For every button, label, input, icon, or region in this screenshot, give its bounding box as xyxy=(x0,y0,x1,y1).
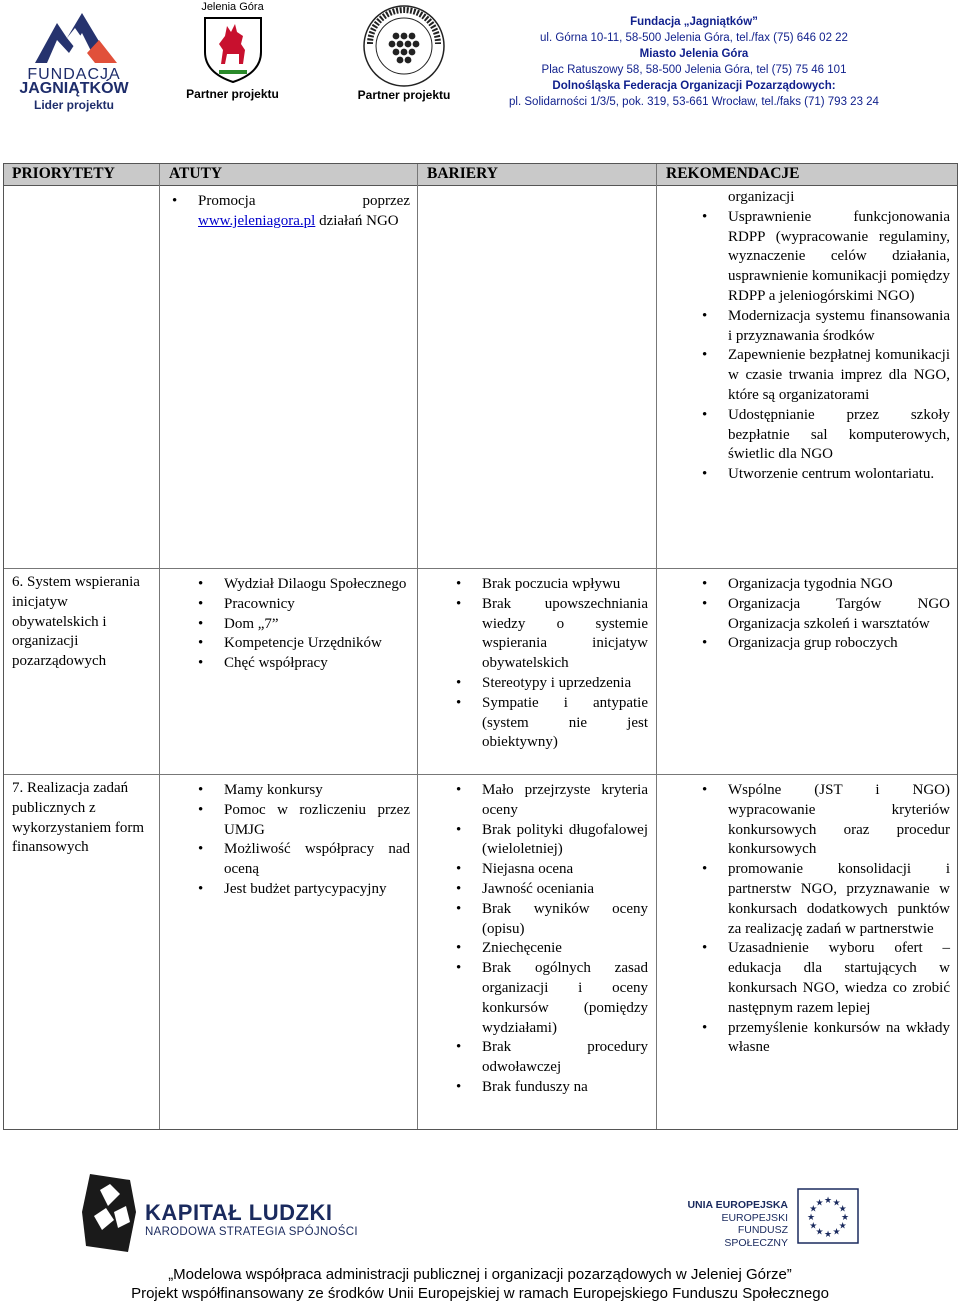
list-item: • Organizacja grup roboczych xyxy=(702,634,950,654)
row7-atuty xyxy=(198,781,410,900)
column-divider xyxy=(159,164,160,1129)
contact-line: Dolnośląska Federacja Organizacji Pozarządowych: xyxy=(552,80,836,92)
contact-line: pl. Solidarności 1/3/5, pok. 319, 53-661 Wrocław, tel./faks (71) 793 23 24 xyxy=(509,96,879,108)
header-bariery: BARIERY xyxy=(427,165,498,182)
list-item: • promowanie konsolidacji i partnerstw NGO, przyznawanie w konkursach dodatkowych punktów za realizację zadań w partnerstwie xyxy=(702,860,950,939)
list-item: • Wydział Dilaogu Społecznego xyxy=(198,575,410,595)
eu-star-icon: ★ xyxy=(838,1220,847,1231)
mountains-icon xyxy=(27,8,122,66)
list-item: • Zniechęcenie xyxy=(456,939,648,959)
list-item: • Brak upowszechniania wiedzy o systemie wspierania inicjatyw obywatelskich xyxy=(456,595,648,674)
ue-line: UNIA EUROPEJSKA xyxy=(687,1199,788,1211)
coat-of-arms-icon xyxy=(201,14,265,84)
eu-star-icon: ★ xyxy=(806,1212,816,1222)
jeleniagora-link[interactable]: www.jeleniagora.pl xyxy=(198,212,316,229)
column-divider xyxy=(417,164,418,1129)
ue-text xyxy=(682,1199,788,1249)
eu-star-icon: ★ xyxy=(809,1220,818,1231)
jelenia-gora-city: Jelenia Góra xyxy=(201,1,264,13)
header-rekomendacje: REKOMENDACJE xyxy=(666,165,800,182)
list-item: • Brak poczucia wpływu xyxy=(456,575,648,595)
list-item: • Organizacja tygodnia NGO xyxy=(702,575,950,595)
cofinance-note: Projekt współfinansowany ze środków Unii Europejskiej w ramach Europejskiego Funduszu Społecznego xyxy=(131,1285,829,1302)
ue-line: EUROPEJSKI xyxy=(721,1211,788,1224)
list-item: • Wspólne (JST i NGO) wypracowanie kryteriów konkursowych oraz procedur konkursowych xyxy=(702,781,950,860)
partner-label-dfop: Partner projektu xyxy=(357,88,451,102)
list-item xyxy=(172,192,410,232)
continuation-text: organizacji xyxy=(728,189,795,205)
contact-line: Fundacja „Jagniątków” xyxy=(630,16,758,28)
list-item: • Możliwość współpracy nad oceną xyxy=(198,840,410,880)
contact-line: Miasto Jelenia Góra xyxy=(639,48,749,60)
row-divider xyxy=(4,774,957,775)
contact-line: Plac Ratuszowy 58, 58-500 Jelenia Góra, tel (75) 75 46 101 xyxy=(541,64,847,76)
list-item: • Sympatie i antypatie (system nie jest obiektywny) xyxy=(456,694,648,753)
eu-star-icon: ★ xyxy=(840,1212,850,1222)
list-item: • Brak procedury odwoławczej xyxy=(456,1038,648,1078)
eu-star-icon: ★ xyxy=(823,1195,833,1205)
row6-priorytet: 6. System wspierania inicjatyw obywatelskich i organizacji pozarządowych xyxy=(12,574,140,670)
row-divider xyxy=(4,568,957,569)
recommendations-table xyxy=(3,163,958,1130)
partner-label-jg: Partner projektu xyxy=(186,87,279,101)
header-priorytety: PRIORYTETY xyxy=(12,165,115,182)
fundacja-jagniatkow-logo xyxy=(18,0,130,112)
list-item: • Jawność oceniania xyxy=(456,880,648,900)
list-item: • Niejasna ocena xyxy=(456,860,648,880)
row6-bariery xyxy=(456,575,648,753)
list-item: • Brak funduszy na xyxy=(456,1078,648,1098)
list-item: • Kompetencje Urzędników xyxy=(198,634,410,654)
list-item: • Dom „7” xyxy=(198,615,410,635)
list-item: • Modernizacja systemu finansowania i przyznawania środków xyxy=(702,307,950,347)
list-item: • Brak ogólnych zasad organizacji i oceny konkursów (pomiędzy wydziałami) xyxy=(456,959,648,1038)
header-atuty: ATUTY xyxy=(169,165,223,182)
list-item: • Pomoc w rozliczeniu przez UMJG xyxy=(198,801,410,841)
eu-star-icon: ★ xyxy=(832,1226,841,1237)
row0-rekomendacje xyxy=(670,188,950,485)
list-item: • Organizacja Targów NGO Organizacja szkoleń i warsztatów xyxy=(702,595,950,635)
list-item: • Stereotypy i uprzedzenia xyxy=(456,674,648,694)
project-title: „Modelowa współpraca administracji publicznej i organizacji pozarządowych w Jeleniej Górze” xyxy=(168,1266,792,1283)
eu-star-icon: ★ xyxy=(809,1203,818,1214)
list-item: • Mało przejrzyste kryteria oceny xyxy=(456,781,648,821)
eu-flag-icon xyxy=(797,1188,859,1244)
row7-bariery xyxy=(456,781,648,1098)
list-item: • Brak wyników oceny (opisu) xyxy=(456,900,648,940)
contact-line: ul. Górna 10-11, 58-500 Jelenia Góra, tel./fax (75) 646 02 22 xyxy=(540,32,848,44)
list-item: • Uzasadnienie wyboru ofert – edukacja dla startujących w konkursach NGO, wiedza co zrobić następnym razem lepiej xyxy=(702,939,950,1018)
ue-line: FUNDUSZ SPOŁECZNY xyxy=(724,1224,788,1249)
dfop-seal-icon xyxy=(360,4,448,88)
row7-priorytet: 7. Realizacja zadań publicznych z wykorzystaniem form finansowych xyxy=(12,780,145,856)
fj-name-line2: JAGNIĄTKÓW xyxy=(19,80,129,97)
jelenia-gora-logo xyxy=(175,0,290,101)
row6-rekomendacje xyxy=(702,575,950,654)
list-item: • Utworzenie centrum wolontariatu. xyxy=(702,465,950,485)
column-divider xyxy=(656,164,657,1129)
promocja-text-end: działań NGO xyxy=(315,212,399,229)
kapital-ludzki-subtitle: NARODOWA STRATEGIA SPÓJNOŚCI xyxy=(145,1226,358,1238)
list-item: • Mamy konkursy xyxy=(198,781,410,801)
list-item: • Chęć współpracy xyxy=(198,654,410,674)
row7-rekomendacje xyxy=(702,781,950,1058)
eu-star-icon: ★ xyxy=(838,1203,847,1214)
list-item: • Jest budżet partycypacyjny xyxy=(198,880,410,900)
row6-atuty xyxy=(198,575,410,674)
table-header-row xyxy=(4,164,957,186)
list-item: • Brak polityki długofalowej (wieloletniej) xyxy=(456,821,648,861)
list-item: • przemyślenie konkursów na wkłady własne xyxy=(702,1019,950,1059)
eu-star-icon: ★ xyxy=(823,1229,833,1239)
fj-name-line1: FUNDACJA xyxy=(27,66,121,83)
row0-atuty xyxy=(172,192,410,232)
eu-star-icon: ★ xyxy=(832,1197,841,1208)
list-item: • Pracownicy xyxy=(198,595,410,615)
kapital-ludzki-title: KAPITAŁ LUDZKI xyxy=(145,1200,333,1225)
dfop-logo xyxy=(348,0,460,102)
list-item: • Usprawnienie funkcjonowania RDPP (wypracowanie regulaminy, wyznaczenie celów działania, usprawnienie komunikacji pomiędzy RDPP a jeleniogórskimi NGO) xyxy=(702,208,950,307)
list-item: • Zapewnienie bezpłatnej komunikacji w czasie trwania imprez dla NGO, które są organizatorami xyxy=(702,346,950,405)
lider-label: Lider projektu xyxy=(33,98,114,112)
kapital-ludzki-icon xyxy=(80,1172,142,1254)
contact-block xyxy=(484,14,904,110)
list-item: • Udostępnianie przez szkoły bezpłatnie sal komputerowych, świetlic dla NGO xyxy=(702,406,950,465)
eu-star-icon: ★ xyxy=(815,1226,824,1237)
eu-star-icon: ★ xyxy=(815,1197,824,1208)
promocja-text: Promocja poprzez xyxy=(198,193,410,209)
